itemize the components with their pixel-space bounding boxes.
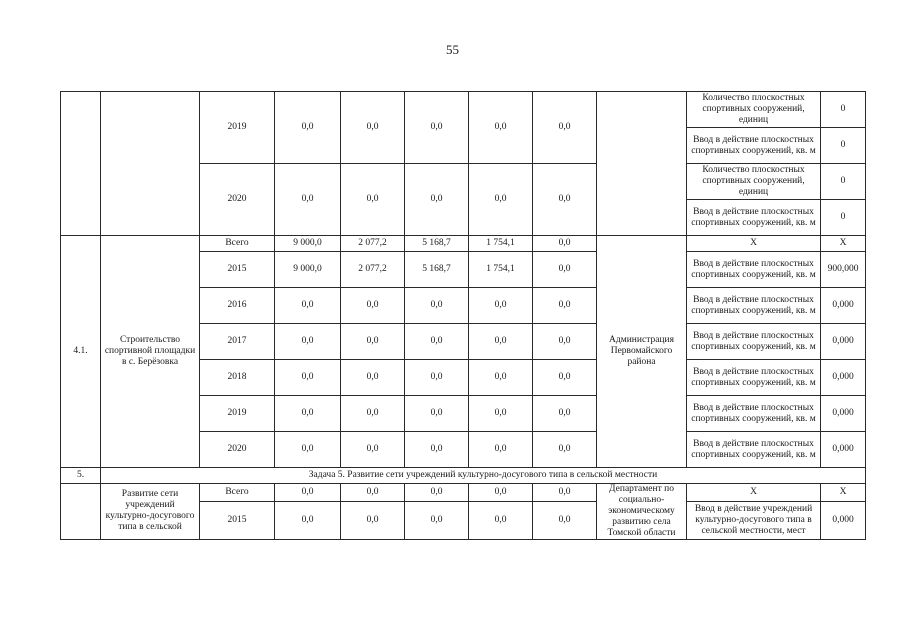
year-cell: 2019 (200, 92, 275, 164)
indicator-value-cell: 0,000 (821, 360, 866, 396)
value-cell: 0,0 (405, 396, 469, 432)
year-cell: 2019 (200, 396, 275, 432)
total-cell: 0,0 (275, 501, 341, 539)
value-cell: 0,0 (533, 324, 597, 360)
indicator-cell: Ввод в действие плоскостных спортивных сооружений, кв. м (687, 432, 821, 468)
value-cell: 0,0 (469, 164, 533, 236)
value-cell: 0,0 (469, 501, 533, 539)
value-cell: 0,0 (405, 484, 469, 502)
value-cell: 0,0 (341, 484, 405, 502)
name-cell (101, 92, 200, 236)
total-cell: 0,0 (275, 360, 341, 396)
page-number: 55 (446, 42, 459, 57)
value-cell: 0,0 (533, 432, 597, 468)
value-cell: 0,0 (469, 396, 533, 432)
executor-cell (597, 92, 687, 236)
task-number: 5. (61, 468, 101, 484)
indicator-value-cell: Х (821, 484, 866, 502)
indicator-cell: Ввод в действие плоскостных спортивных сооружений, кв. м (687, 360, 821, 396)
value-cell: 0,0 (405, 432, 469, 468)
indicator-cell: Ввод в действие плоскостных спортивных сооружений, кв. м (687, 200, 821, 236)
program-table (60, 91, 866, 540)
item-name: Строительство спортивной площадки в с. Берёзовка (101, 236, 200, 468)
value-cell: 1 754,1 (469, 236, 533, 252)
value-cell: 0,0 (533, 288, 597, 324)
item-number: 4.1. (61, 236, 101, 468)
value-cell: 2 077,2 (341, 236, 405, 252)
value-cell: 0,0 (533, 484, 597, 502)
year-cell: Всего (200, 236, 275, 252)
total-cell: 0,0 (275, 432, 341, 468)
year-cell: 2020 (200, 164, 275, 236)
table-row (61, 92, 866, 128)
indicator-value-cell: 0 (821, 92, 866, 128)
value-cell: 0,0 (469, 432, 533, 468)
indicator-cell: Количество плоскостных спортивных сооружений, единиц (687, 164, 821, 200)
indicator-value-cell: 0 (821, 200, 866, 236)
item-number (61, 484, 101, 540)
value-cell: 0,0 (469, 484, 533, 502)
indicator-cell: Х (687, 236, 821, 252)
indicator-cell: Ввод в действие плоскостных спортивных сооружений, кв. м (687, 396, 821, 432)
indicator-cell: Ввод в действие плоскостных спортивных сооружений, кв. м (687, 288, 821, 324)
value-cell: 0,0 (405, 164, 469, 236)
year-cell: Всего (200, 484, 275, 502)
value-cell: 2 077,2 (341, 252, 405, 288)
value-cell: 0,0 (341, 164, 405, 236)
value-cell: 0,0 (533, 252, 597, 288)
indicator-value-cell: 0,000 (821, 501, 866, 539)
indicator-cell: Х (687, 484, 821, 502)
value-cell: 0,0 (341, 432, 405, 468)
year-cell: 2016 (200, 288, 275, 324)
indicator-value-cell: 0,000 (821, 288, 866, 324)
indicator-cell: Ввод в действие учреждений культурно-досугового типа в сельской местности, мест (687, 501, 821, 539)
value-cell: 0,0 (341, 324, 405, 360)
value-cell: 5 168,7 (405, 252, 469, 288)
value-cell: 0,0 (533, 396, 597, 432)
number-cell (61, 92, 101, 236)
value-cell: 0,0 (405, 501, 469, 539)
value-cell: 0,0 (341, 288, 405, 324)
value-cell: 5 168,7 (405, 236, 469, 252)
table-row (61, 236, 866, 252)
year-cell: 2017 (200, 324, 275, 360)
indicator-cell: Ввод в действие плоскостных спортивных сооружений, кв. м (687, 128, 821, 164)
value-cell: 0,0 (533, 92, 597, 164)
indicator-cell: Ввод в действие плоскостных спортивных сооружений, кв. м (687, 324, 821, 360)
indicator-value-cell: 0,000 (821, 432, 866, 468)
total-cell: 0,0 (275, 288, 341, 324)
table-row (61, 484, 866, 502)
value-cell: 1 754,1 (469, 252, 533, 288)
value-cell: 0,0 (533, 236, 597, 252)
indicator-cell: Ввод в действие плоскостных спортивных сооружений, кв. м (687, 252, 821, 288)
table-row (61, 468, 866, 484)
total-cell: 0,0 (275, 92, 341, 164)
value-cell: 0,0 (341, 360, 405, 396)
total-cell: 0,0 (275, 484, 341, 502)
executor-cell: Администрация Первомайского района (597, 236, 687, 468)
value-cell: 0,0 (405, 92, 469, 164)
year-cell: 2020 (200, 432, 275, 468)
indicator-value-cell: Х (821, 236, 866, 252)
total-cell: 0,0 (275, 324, 341, 360)
executor-cell: Департамент по социально-экономическому развитию села Томской области (597, 484, 687, 540)
total-cell: 9 000,0 (275, 236, 341, 252)
value-cell: 0,0 (469, 324, 533, 360)
total-cell: 9 000,0 (275, 252, 341, 288)
value-cell: 0,0 (405, 324, 469, 360)
indicator-value-cell: 900,000 (821, 252, 866, 288)
value-cell: 0,0 (405, 360, 469, 396)
year-cell: 2015 (200, 252, 275, 288)
year-cell: 2018 (200, 360, 275, 396)
value-cell: 0,0 (341, 501, 405, 539)
indicator-value-cell: 0,000 (821, 324, 866, 360)
value-cell: 0,0 (533, 501, 597, 539)
value-cell: 0,0 (469, 92, 533, 164)
indicator-cell: Количество плоскостных спортивных сооружений, единиц (687, 92, 821, 128)
item-name: Развитие сети учреждений культурно-досугового типа в сельской (101, 484, 200, 540)
total-cell: 0,0 (275, 164, 341, 236)
indicator-value-cell: 0 (821, 128, 866, 164)
value-cell: 0,0 (341, 92, 405, 164)
value-cell: 0,0 (533, 164, 597, 236)
value-cell: 0,0 (341, 396, 405, 432)
value-cell: 0,0 (469, 360, 533, 396)
indicator-value-cell: 0,000 (821, 396, 866, 432)
indicator-value-cell: 0 (821, 164, 866, 200)
value-cell: 0,0 (533, 360, 597, 396)
year-cell: 2015 (200, 501, 275, 539)
total-cell: 0,0 (275, 396, 341, 432)
value-cell: 0,0 (469, 288, 533, 324)
task-title: Задача 5. Развитие сети учреждений культурно-досугового типа в сельской местности (101, 468, 866, 484)
value-cell: 0,0 (405, 288, 469, 324)
